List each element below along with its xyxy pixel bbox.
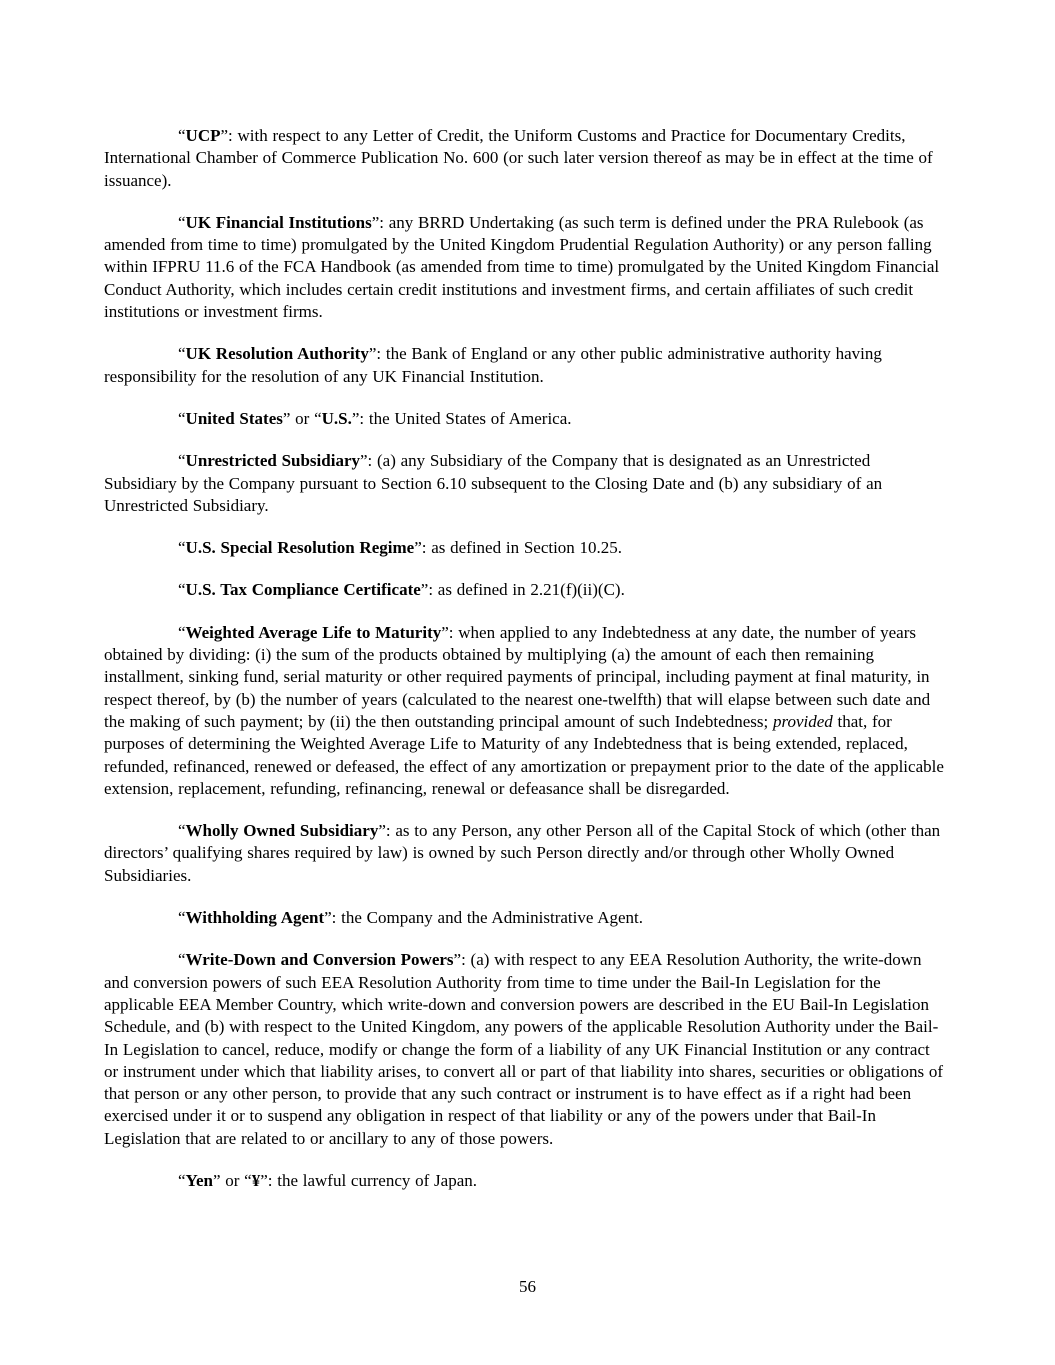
defined-term: UK Financial Institutions	[185, 212, 372, 232]
definition-text: “	[178, 821, 186, 841]
definition-text: “	[178, 1170, 186, 1190]
definition-text: ”: any BRRD Undertaking (as such term is defined under the PRA Rulebook (as amended from time to time) promulgated by the United Kingdom Prudential Regulation Authority) or any person falling within IFPRU 11.6 of the FCA Handbook (as amended from time to time) promulgated by the United Kingdom Financial Conduct Authority, which includes certain credit institutions and investment firms, and certain affiliates of such credit institutions or investment firms.	[104, 212, 940, 322]
definition-paragraph-uk-financial-institutions	[104, 212, 945, 323]
definition-text: ”: as to any Person, any other Person all of the Capital Stock of which (other than directors’ qualifying shares required by law) is owned by such Person directly and/or through other Wholly Owned Subsidiaries.	[104, 821, 941, 885]
defined-term: U.S. Special Resolution Regime	[185, 538, 415, 558]
definitions-list	[104, 125, 945, 1192]
definition-paragraph-us-special-resolution-regime	[104, 537, 945, 559]
definition-text: that, for purposes of determining the Weighted Average Life to Maturity of any Indebtedness that is being extended, replaced, refunded, refinanced, renewed or defeased, the effect of any amortization or prepayment prior to the date of the applicable extension, replacement, refunding, refinancing, renewal or defeasance shall be disregarded.	[104, 711, 944, 798]
definition-text: “	[178, 408, 186, 428]
definition-text: ”: the lawful currency of Japan.	[260, 1170, 478, 1190]
defined-term: UK Resolution Authority	[185, 344, 369, 364]
definition-text: “	[178, 344, 186, 364]
definition-text: ” or “	[282, 408, 322, 428]
definition-text: ”: (a) with respect to any EEA Resolution Authority, the write-down and conversion powers of such EEA Resolution Authority from time to time under the Bail-In Legislation for the applicable EEA Member Country, which write-down and conversion powers are described in the EU Bail-In Legislation Schedule, and (b) with respect to the United Kingdom, any powers of the applicable Resolution Authority under the Bail-In Legislation to cancel, reduce, modify or change the form of a liability of any UK Financial Institution or any contract or instrument under which that liability arises, to convert all or part of that liability into shares, securities or obligations of that person or any other person, to provide that any such contract or instrument is to have effect as if a right had been exercised under it or to suspend any obligation in respect of that liability or any of the powers under that Bail-In Legislation that are related to or ancillary to any of those powers.	[104, 950, 944, 1148]
definition-paragraph-yen	[104, 1170, 945, 1192]
defined-term: Yen	[185, 1170, 213, 1190]
definition-text: ”: when applied to any Indebtedness at any date, the number of years obtained by dividing: (i) the sum of the products obtained by multiplying (a) the amount of each then remaining installment, sinking fund, serial maturity or other required payments of principal, including payment at final maturity, in respect thereof, by (b) the number of years (calculated to the nearest one-twelfth) that will elapse between such date and the making of such payment; by (ii) the then outstanding principal amount of such Indebtedness;	[104, 622, 931, 731]
definition-text: ”: with respect to any Letter of Credit, the Uniform Customs and Practice for Documentary Credits, International Chamber of Commerce Publication No. 600 (or such later version thereof as may be in effect at the time of issuance).	[104, 126, 933, 190]
definition-text: ” or “	[212, 1170, 252, 1190]
defined-term: Wholly Owned Subsidiary	[185, 821, 379, 841]
definition-text: ”: the United States of America.	[351, 408, 572, 428]
page-number: 56	[519, 1277, 536, 1296]
definition-text: “	[178, 212, 186, 232]
definition-text: “	[178, 908, 186, 928]
defined-term: Withholding Agent	[185, 908, 325, 928]
defined-term: Weighted Average Life to Maturity	[185, 622, 442, 642]
definition-text: “	[178, 950, 186, 970]
definition-paragraph-wholly-owned-subsidiary	[104, 820, 945, 887]
defined-term: Unrestricted Subsidiary	[185, 451, 360, 471]
definition-text: ”: as defined in Section 10.25.	[414, 538, 623, 558]
definition-text: “	[178, 126, 186, 145]
definition-paragraph-ucp	[104, 125, 945, 192]
definition-paragraph-united-states	[104, 408, 945, 430]
definition-paragraph-unrestricted-subsidiary	[104, 450, 945, 517]
definition-text: “	[178, 622, 186, 642]
definition-text: ”: as defined in 2.21(f)(ii)(C).	[420, 580, 625, 600]
definition-paragraph-us-tax-compliance-certificate	[104, 579, 945, 601]
definition-text: “	[178, 451, 186, 471]
definition-paragraph-weighted-average-life-to-maturity	[104, 622, 945, 800]
defined-term: Write-Down and Conversion Powers	[185, 950, 454, 970]
definition-text: ”: the Company and the Administrative Agent.	[324, 908, 644, 928]
definition-paragraph-uk-resolution-authority	[104, 343, 945, 388]
definition-text: “	[178, 580, 186, 600]
defined-term: ¥	[251, 1170, 261, 1190]
definition-text: ”: the Bank of England or any other public administrative authority having responsibility for the resolution of any UK Financial Institution.	[104, 344, 882, 386]
defined-term: U.S. Tax Compliance Certificate	[185, 580, 421, 600]
definition-paragraph-withholding-agent	[104, 907, 945, 929]
definition-paragraph-write-down-and-conversion-powers	[104, 949, 945, 1150]
defined-term: UCP	[185, 126, 221, 145]
defined-term: United States	[185, 408, 283, 428]
defined-term: U.S.	[321, 408, 352, 428]
definition-text: “	[178, 538, 186, 558]
definition-text: ”: (a) any Subsidiary of the Company that is designated as an Unrestricted Subsidiary by the Company pursuant to Section 6.10 subsequent to the Closing Date and (b) any subsidiary of an Unrestricted Subsidiary.	[104, 451, 883, 515]
italic-text: provided	[772, 711, 833, 731]
